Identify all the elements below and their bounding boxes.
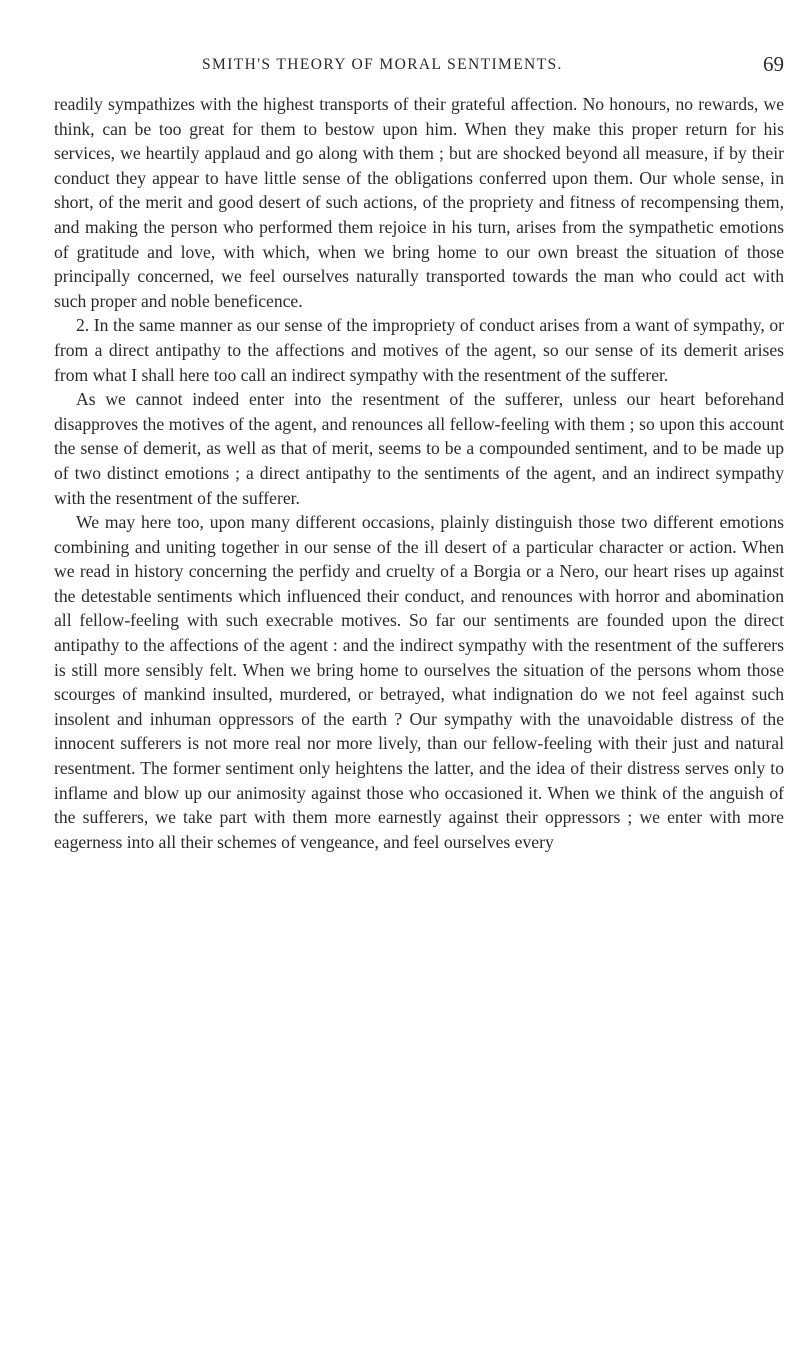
paragraph-continued: readily sympathizes with the highest transports of their grateful affection. No honours, no rewards, we think, can be too great for them to bestow upon him. When they make this proper return for his services, we heartily applaud and go along with them ; but are shocked beyond all measure, if by their conduct they appear to have little sense of the obligations conferred upon them. Our whole sense, in short, of the merit and good desert of such actions, of the propriety and fitness of recompensing them, and making the person who performed them rejoice in his turn, arises from the sympathetic emotions of gratitude and love, with which, when we bring home to our own breast the situation of those principally concerned, we feel ourselves naturally transported towards the man who could act with such proper and noble beneficence.: [54, 94, 784, 311]
paragraph: We may here too, upon many different occasions, plainly distinguish those two different emotions combining and uniting together in our sense of the ill desert of a particular character or action. When we read in history concerning the perfidy and cruelty of a Borgia or a Nero, our heart rises up against the detestable sentiments which influenced their conduct, and renounces with horror and abomination all fellow-feeling with such execrable motives. So far our sentiments are founded upon the direct antipathy to the affections of the agent : and the indirect sympathy with the resentment of the sufferers is still more sensibly felt. When we bring home to ourselves the situation of the persons whom those scourges of mankind insulted, murdered, or betrayed, what indignation do we not feel against such insolent and inhuman oppressors of the earth ? Our sympathy with the unavoidable distress of the innocent sufferers is not more real nor more lively, than our fellow-feeling with their just and natural resentment. The former sentiment only heightens the latter, and the idea of their distress serves only to inflame and blow up our animosity against those who occasioned it. When we think of the anguish of the sufferers, we take part with them more earnestly against their oppressors ; we enter with more eagerness into all their schemes of vengeance, and feel ourselves every: [54, 512, 784, 852]
running-title: SMITH'S THEORY OF MORAL SENTIMENTS.: [202, 56, 563, 73]
paragraph-section-2: 2. In the same manner as our sense of the impropriety of conduct arises from a want of sympathy, or from a direct antipathy to the affections and motives of the agent, so our sense of its demerit arises from what I shall here too call an indirect sympathy with the resentment of the sufferer.: [54, 315, 784, 385]
paragraph: As we cannot indeed enter into the resentment of the sufferer, unless our heart beforehand disapproves the motives of the agent, and renounces all fellow-feeling with them ; so upon this account the sense of demerit, as well as that of merit, seems to be a compounded sentiment, and to be made up of two distinct emotions ; a direct antipathy to the sentiments of the agent, and an indirect sympathy with the resentment of the sufferer.: [54, 389, 784, 508]
body-text: [54, 92, 784, 854]
page-number: 69: [763, 52, 784, 76]
book-page: [54, 52, 784, 854]
page-header: [54, 52, 784, 82]
